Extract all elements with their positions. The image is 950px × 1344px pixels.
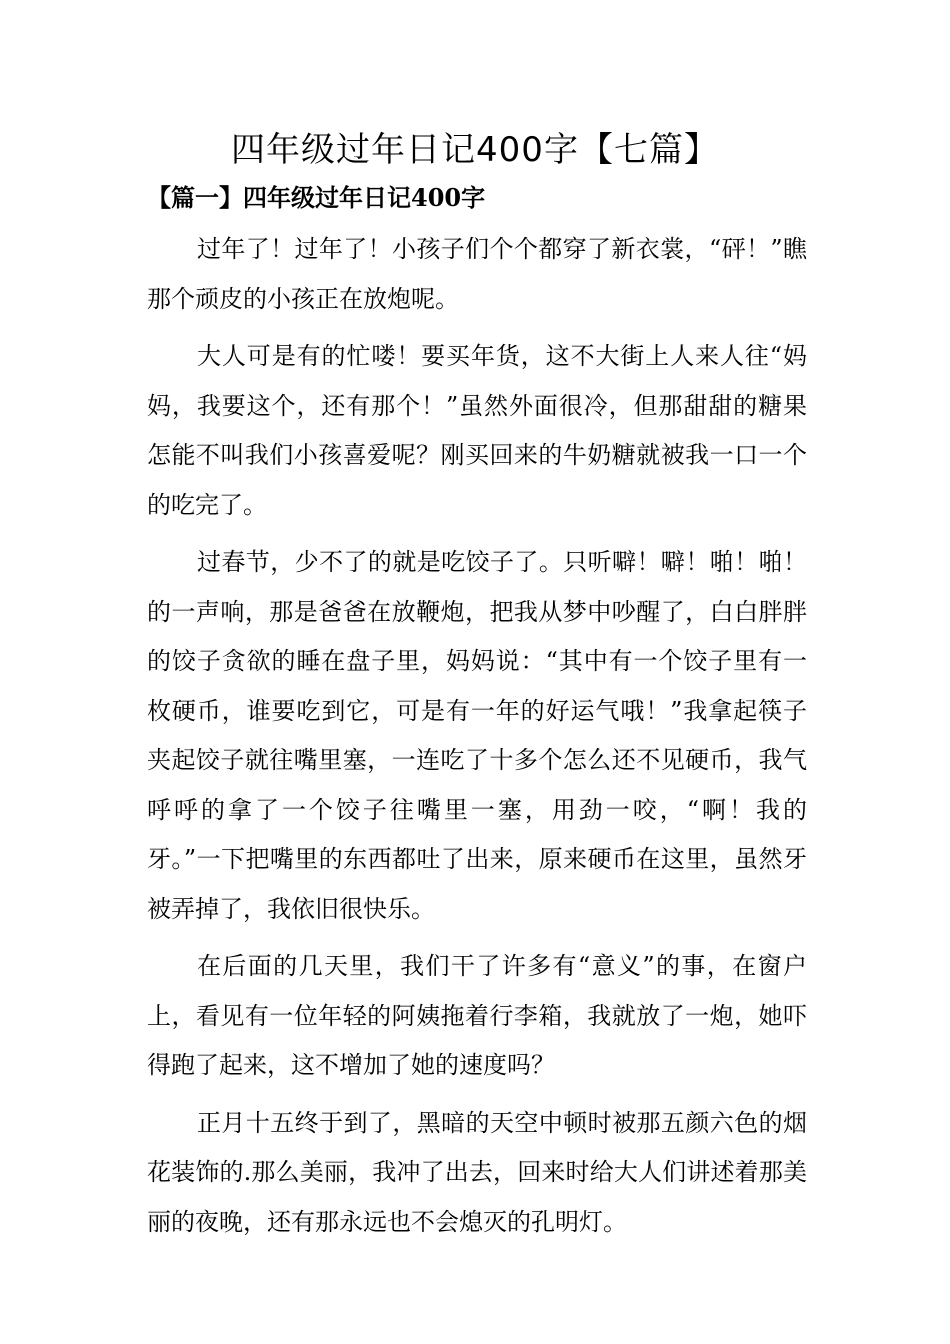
section-heading: 【篇一】四年级过年日记400字 [147, 183, 486, 212]
paragraph-5: 正月十五终于到了，黑暗的天空中顿时被那五颜六色的烟花装饰的.那么美丽，我冲了出去，回来时给大人们讲述着那美丽的夜晚，还有那永远也不会熄灭的孔明灯。 [147, 1108, 807, 1236]
paragraph-2: 大人可是有的忙喽！要买年货，这不大街上人来人往“妈妈，我要这个，还有那个！”虽然外面很冷，但那甜甜的糖果怎能不叫我们小孩喜爱呢？刚买回来的牛奶糖就被我一口一个的吃完了。 [147, 342, 807, 519]
paragraph-3: 过春节，少不了的就是吃饺子了。只听噼！噼！啪！啪！的一声响，那是爸爸在放鞭炮，把我从梦中吵醒了，白白胖胖的饺子贪欲的睡在盘子里，妈妈说：“其中有一个饺子里有一枚硬币，谁要吃到它，可是有一年的好运气哦！”我拿起筷子夹起饺子就往嘴里塞，一连吃了十多个怎么还不见硬币，我气呼呼的拿了一个饺子往嘴里一塞，用劲一咬，“啊！我的牙。”一下把嘴里的东西都吐了出来，原来硬币在这里，虽然牙被弄掉了，我依旧很快乐。 [147, 548, 807, 923]
body-text [147, 225, 807, 1255]
paragraph-4: 在后面的几天里，我们干了许多有“意义”的事，在窗户上，看见有一位年轻的阿姨拖着行李箱，我就放了一炮，她吓得跑了起来，这不增加了她的速度吗？ [147, 952, 807, 1079]
document-title: 四年级过年日记400字【七篇】 [231, 130, 719, 170]
paragraph-1: 过年了！过年了！小孩子们个个都穿了新衣裳，“砰！”瞧那个顽皮的小孩正在放炮呢。 [147, 235, 807, 313]
